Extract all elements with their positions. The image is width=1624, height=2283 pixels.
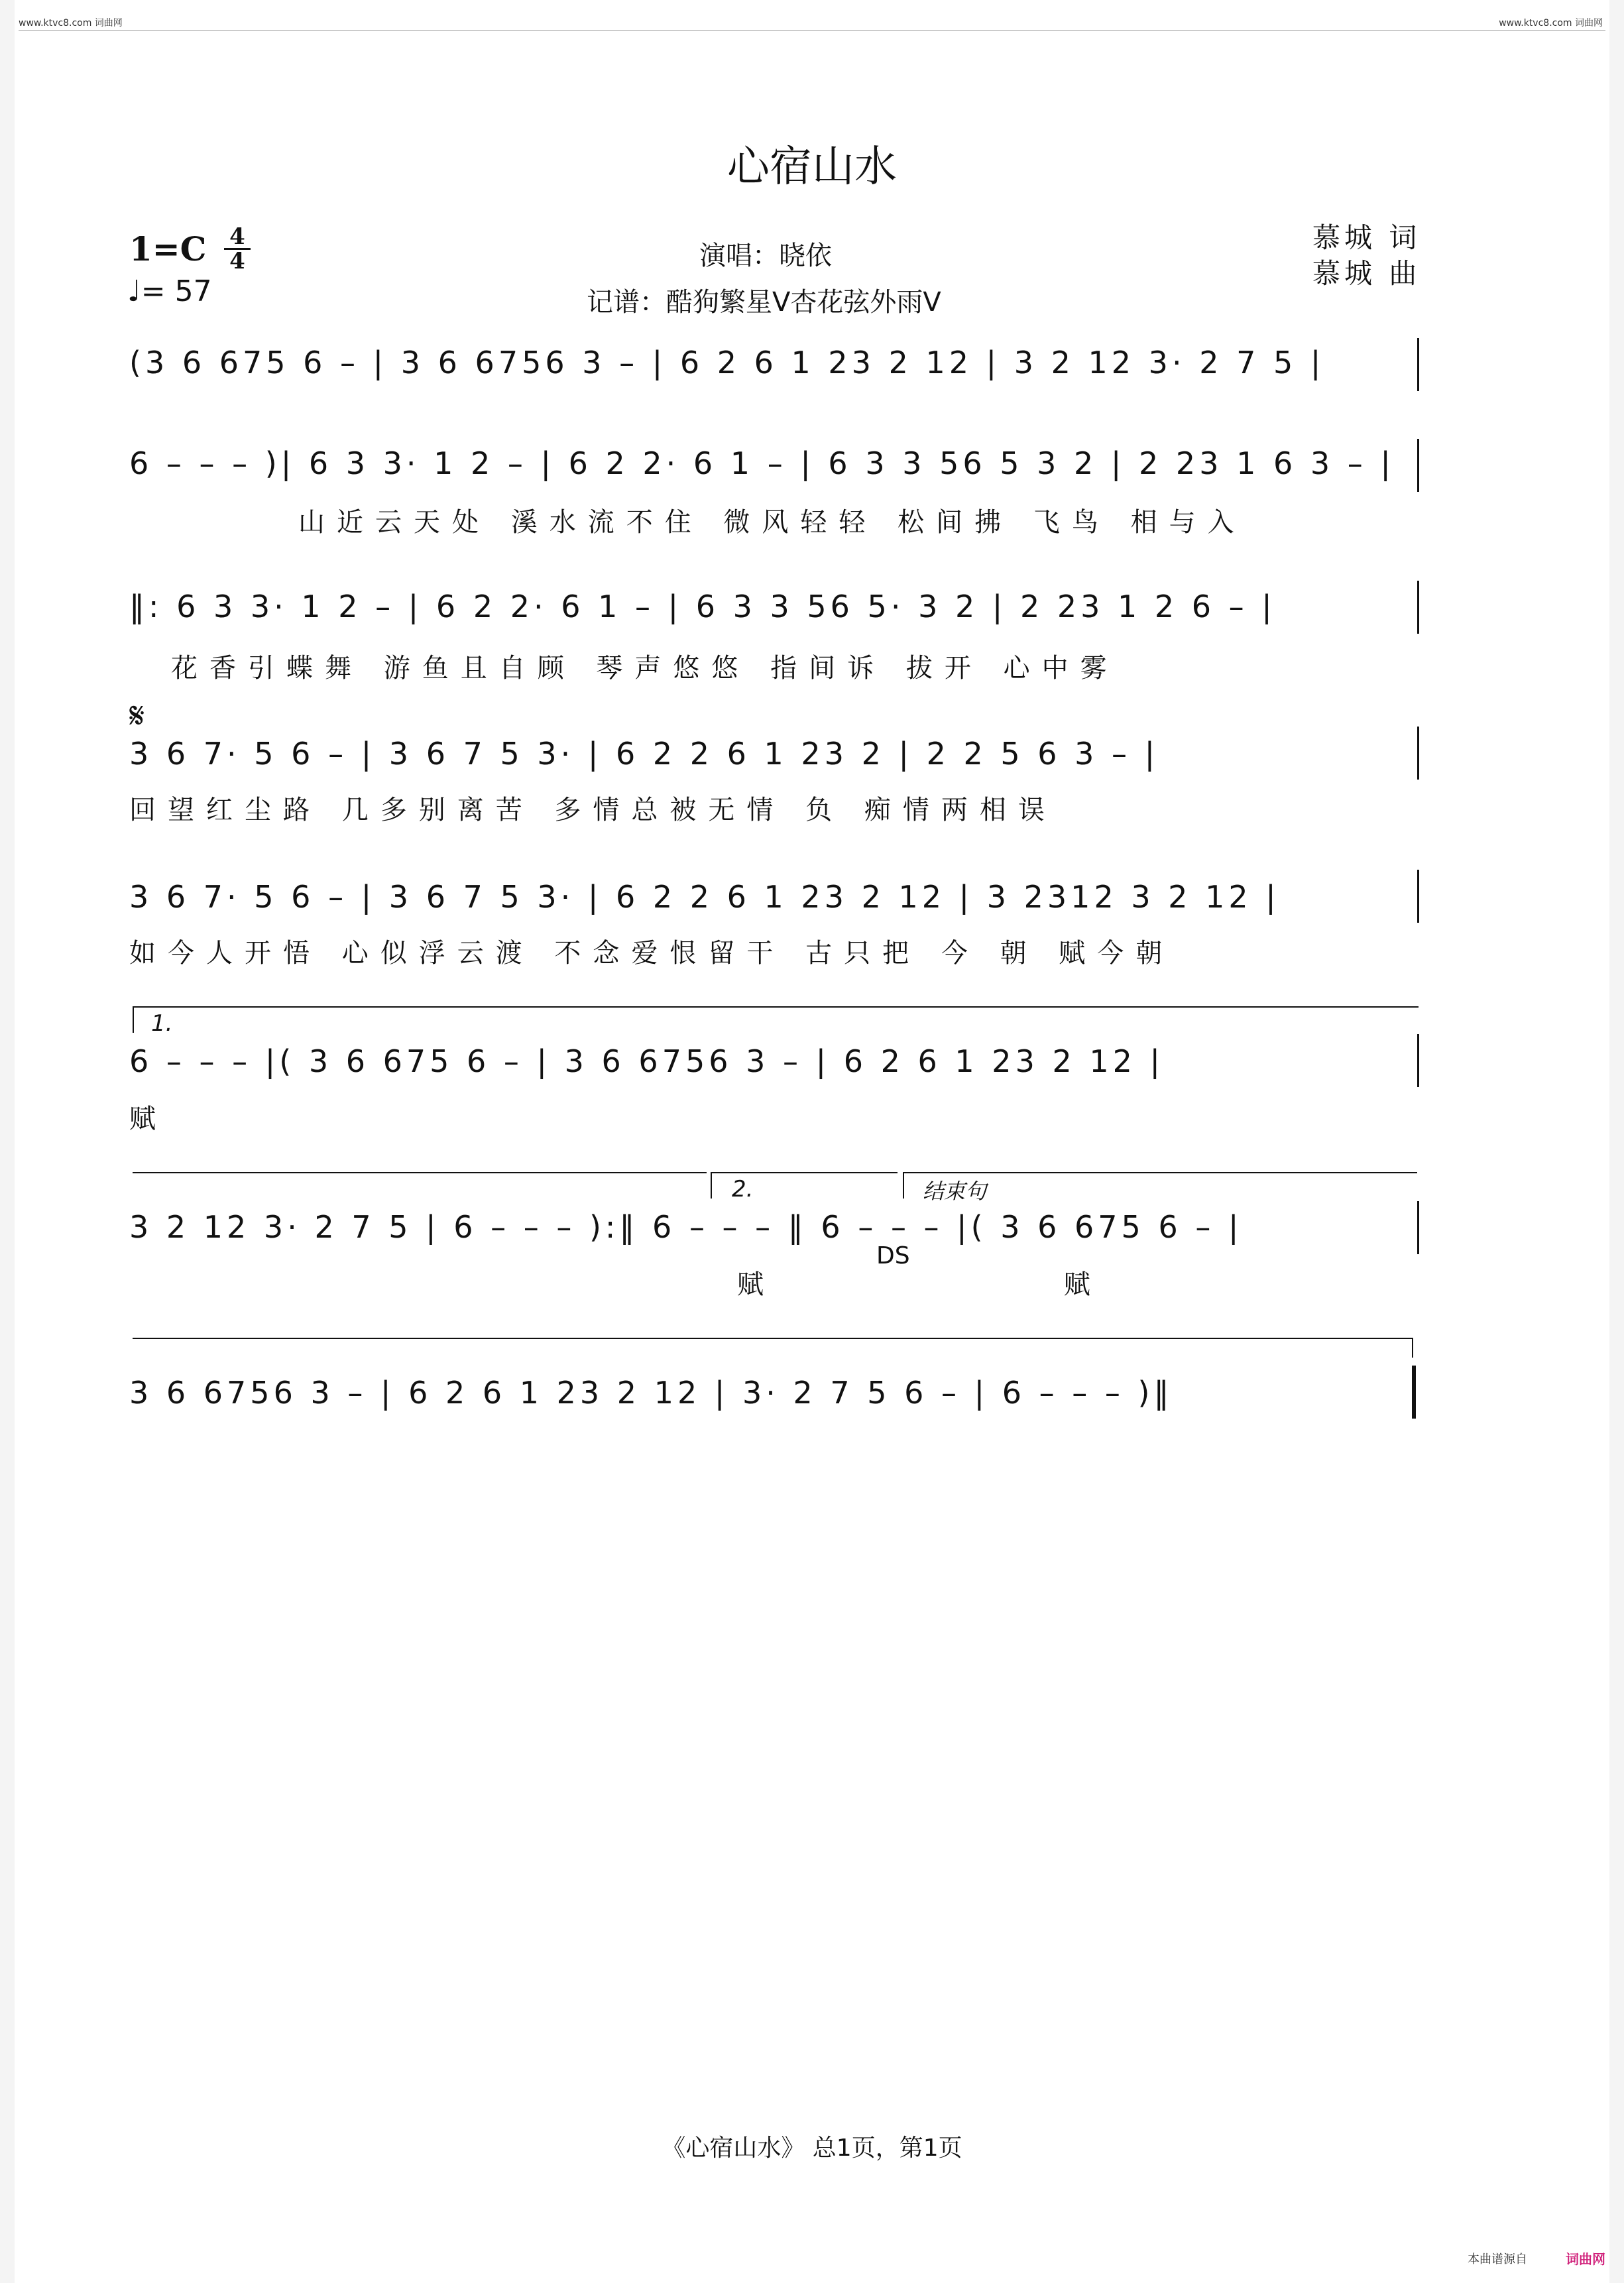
- system-7-lyrics: 赋 赋: [737, 1269, 1236, 1300]
- ending-label: 结束句: [923, 1179, 987, 1204]
- source-note: 本曲谱源自: [1468, 2253, 1527, 2266]
- volta-2-bracket-start: [711, 1172, 712, 1199]
- system-6-end-barline: [1417, 1034, 1419, 1087]
- page-footer: 《心宿山水》 总1页，第1页: [662, 2135, 962, 2162]
- right-watermark-strip: [1609, 0, 1624, 2283]
- volta-1-bracket: [133, 1006, 1419, 1008]
- volta-2-bracket: [711, 1172, 898, 1173]
- system-5-end-barline: [1417, 870, 1419, 923]
- time-signature-top: 4: [229, 223, 245, 250]
- system-8-top-rule-end: [1412, 1338, 1413, 1358]
- system-7-end-barline: [1417, 1201, 1419, 1254]
- volta-1-label: 1.: [151, 1010, 173, 1037]
- composer-credit: 慕城 曲: [1312, 257, 1421, 290]
- system-4-lyrics: 回望红尘路 几多别离苦 多情总被无情 负 痴情两相误: [129, 795, 1057, 825]
- system-2-end-barline: [1417, 439, 1419, 492]
- volta-2-label: 2.: [732, 1176, 754, 1202]
- system-8-top-rule: [133, 1338, 1412, 1339]
- system-8-notes: 3 6 6756 3 – | 6 2 6 1 23 2 12 | 3· 2 7 5 6 – | 6 – – – )‖: [129, 1375, 1173, 1411]
- song-title: 心宿山水: [727, 143, 897, 192]
- system-7-notes: 3 2 12 3· 2 7 5 | 6 – – – ):‖ 6 – – – ‖ 6 – – – |( 3 6 675 6 – |: [129, 1209, 1243, 1245]
- system-4-end-barline: [1417, 727, 1419, 780]
- site-header-right: www.ktvc8.com 词曲网: [1499, 18, 1603, 29]
- site-header-left: www.ktvc8.com 词曲网: [19, 18, 123, 29]
- system-3-lyrics: 花香引蝶舞 游鱼且自顾 琴声悠悠 指间诉 拔开 心中雾: [171, 653, 1119, 683]
- system-3-end-barline: [1417, 581, 1419, 634]
- lyricist-credit: 慕城 词: [1312, 221, 1421, 254]
- system-1-notes: (3 6 675 6 – | 3 6 6756 3 – | 6 2 6 1 23 2 12 | 3 2 12 3· 2 7 5 |: [129, 345, 1325, 380]
- tempo-mark: ♩= 57: [127, 274, 212, 308]
- system-3-notes: ‖: 6 3 3· 1 2 – | 6 2 2· 6 1 – | 6 3 3 56 5· 3 2 | 2 23 1 2 6 – |: [129, 589, 1276, 624]
- ending-bracket-start: [903, 1172, 904, 1199]
- system-5-lyrics: 如今人开悟 心似浮云渡 不念爱恨留干 古只把 今 朝 赋今朝: [129, 938, 1175, 968]
- transcriber-credit: 记谱：酷狗繁星V杏花弦外雨V: [587, 287, 941, 318]
- ending-bracket: [903, 1172, 1417, 1173]
- volta-1-continuation: [133, 1172, 707, 1173]
- final-barline: [1412, 1366, 1416, 1419]
- segno-sign: 𝄋: [129, 695, 145, 736]
- ds-marking: DS: [876, 1242, 910, 1269]
- system-6-lyrics: 赋: [129, 1104, 168, 1134]
- system-6-notes: 6 – – – |( 3 6 675 6 – | 3 6 6756 3 – | 6 2 6 1 23 2 12 |: [129, 1043, 1164, 1079]
- singer-credit: 演唱：晓依: [699, 241, 832, 271]
- time-signature: [224, 223, 251, 274]
- system-5-notes: 3 6 7· 5 6 – | 3 6 7 5 3· | 6 2 2 6 1 23 2 12 | 3 2312 3 2 12 |: [129, 879, 1280, 915]
- system-2-lyrics: 山近云天处 溪水流不住 微风轻轻 松间拂 飞鸟 相与入: [298, 507, 1246, 538]
- system-4-notes: 3 6 7· 5 6 – | 3 6 7 5 3· | 6 2 2 6 1 23 2 | 2 2 5 6 3 – |: [129, 736, 1159, 772]
- source-site-logo: 词曲网: [1566, 2251, 1605, 2267]
- system-2-notes: 6 – – – )| 6 3 3· 1 2 – | 6 2 2· 6 1 – | 6 3 3 56 5 3 2 | 2 23 1 6 3 – |: [129, 445, 1395, 481]
- left-watermark-strip: [0, 0, 15, 2283]
- header-rule: [19, 30, 1605, 31]
- key-signature: 1=C: [129, 229, 207, 268]
- volta-1-bracket-start: [133, 1006, 134, 1033]
- time-signature-bottom: 4: [229, 248, 245, 274]
- system-1-end-barline: [1417, 338, 1419, 391]
